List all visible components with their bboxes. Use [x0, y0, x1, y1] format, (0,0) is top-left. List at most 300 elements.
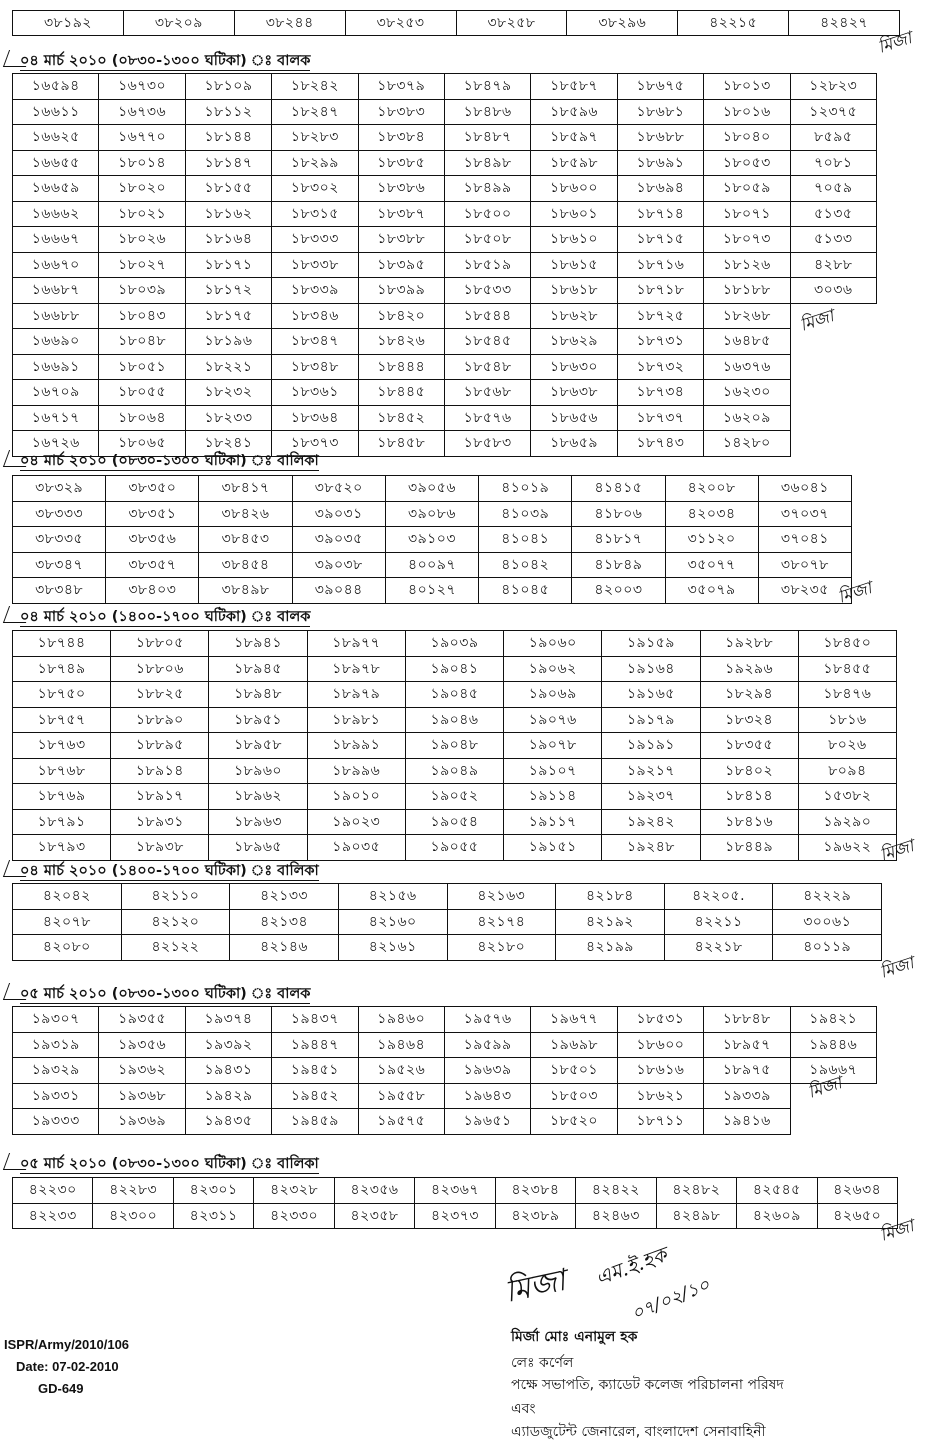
- roll-number-cell: ১৮৭৪৪: [13, 631, 111, 657]
- table-row: [13, 733, 897, 759]
- roll-number-cell: ১৬৬৫৫: [13, 150, 99, 176]
- roll-number-cell: ১৮৫০০: [444, 201, 530, 227]
- roll-number-cell: ১৬৭১৭: [13, 405, 99, 431]
- roll-number-cell: ৩৮৩৫০: [106, 476, 199, 502]
- roll-number-cell: ১৮৫৬৮: [444, 380, 530, 406]
- roll-number-cell: ১৮৫৯৮: [531, 150, 617, 176]
- roll-number-cell: ১৬২০৯: [704, 405, 790, 431]
- roll-number-table: [12, 73, 877, 457]
- roll-number-cell: ৪২৬৫০: [817, 1203, 897, 1229]
- roll-number-cell: ১৮৭৬৯: [13, 784, 111, 810]
- table-row: [13, 99, 877, 125]
- table-row: [13, 1083, 877, 1109]
- roll-number-cell: ১৯১৫১: [504, 835, 602, 861]
- roll-number-cell: ১৮২৯৪: [700, 682, 798, 708]
- roll-number-cell: ১৯৩৫৫: [99, 1007, 185, 1033]
- roll-number-cell: ১৮৯৪৮: [209, 682, 307, 708]
- roll-number-cell: ৪২২২৯: [773, 884, 882, 910]
- roll-number-cell: ৮০৯৪: [798, 758, 896, 784]
- roll-number-cell: ১৮৪৫২: [358, 405, 444, 431]
- roll-number-cell: ১৮৯৯৬: [307, 758, 405, 784]
- roll-number-cell: ১৮৪৫০: [798, 631, 896, 657]
- roll-number-cell: ৪২৪২৭: [789, 11, 900, 36]
- roll-number-cell: ১৮৫২০: [531, 1109, 617, 1135]
- roll-number-cell: ৪২১৮০: [447, 935, 556, 961]
- roll-number-cell: ১৮৭১৬: [617, 252, 703, 278]
- signatory-name: মির্জা মোঃ এনামুল হক: [511, 1329, 638, 1345]
- roll-number-cell: ১৮৯৩১: [111, 809, 209, 835]
- roll-number-cell: ১৮৩৪৭: [272, 329, 358, 355]
- roll-number-cell: ১৮৪২০: [358, 303, 444, 329]
- roll-number-cell: ৪২১৩৩: [230, 884, 339, 910]
- roll-number-cell: ১৮৯৫৭: [704, 1032, 790, 1058]
- roll-number-cell: ১৮৩৩৯: [272, 278, 358, 304]
- roll-number-cell: ১৮৩৯৫: [358, 252, 444, 278]
- roll-number-cell: ৭০৫৯: [790, 176, 876, 202]
- roll-number-cell: ১৮৫৯৭: [531, 125, 617, 151]
- roll-number-cell: ১৯৪৬৪: [358, 1032, 444, 1058]
- roll-number-cell: ১৯৬৯৮: [531, 1032, 617, 1058]
- roll-number-cell: ১৯৩৩৯: [704, 1083, 790, 1109]
- roll-number-cell: ১৮৭১১: [617, 1109, 703, 1135]
- roll-number-cell: ৪২১৯৯: [556, 935, 665, 961]
- table-row: [13, 835, 897, 861]
- roll-number-cell: ১৮৫৩১: [617, 1007, 703, 1033]
- roll-number-cell: ১৮৪১৬: [700, 809, 798, 835]
- roll-number-cell: ১৮৩০২: [272, 176, 358, 202]
- roll-number-cell: ১৮৭৩৭: [617, 405, 703, 431]
- roll-number-cell: ১৯১১৭: [504, 809, 602, 835]
- roll-number-table: [12, 630, 897, 861]
- roll-number-cell: ৩৮৩৪৭: [13, 552, 106, 578]
- roll-number-cell: ১৮৯৬৫: [209, 835, 307, 861]
- table-row: [13, 809, 897, 835]
- table-row: [13, 252, 877, 278]
- footer-ref: ISPR/Army/2010/106: [4, 1337, 130, 1352]
- roll-number-cell: ৩৮৩৫৬: [106, 527, 199, 553]
- roll-number-cell: ৩৮৫২০: [292, 476, 385, 502]
- table-row: [13, 201, 877, 227]
- roll-number-cell: ১৯২১৭: [602, 758, 700, 784]
- roll-number-cell: ১৮৫৪৫: [444, 329, 530, 355]
- roll-number-cell: ১৮০২৭: [99, 252, 185, 278]
- roll-number-cell: ১৮২৪১: [185, 431, 271, 457]
- roll-number-cell: ১৮২৩২: [185, 380, 271, 406]
- roll-number-cell: ১৯১০৭: [504, 758, 602, 784]
- roll-number-cell: ৩৮৩৫১: [106, 501, 199, 527]
- roll-number-cell: ১৯৩৯২: [185, 1032, 271, 1058]
- initial-signature-mark: মিজা: [877, 836, 917, 866]
- roll-number-cell: ১৮৯৮১: [307, 707, 405, 733]
- roll-number-cell: ১৮৭১৫: [617, 227, 703, 253]
- roll-number-cell: ১৮১৬: [798, 707, 896, 733]
- roll-number-cell: ৩৯০৩৫: [292, 527, 385, 553]
- roll-number-cell: ১৯৫৭৬: [444, 1007, 530, 1033]
- roll-number-cell: ১৮৯৬২: [209, 784, 307, 810]
- roll-number-cell: ১৮৬৮১: [617, 99, 703, 125]
- roll-number-cell: ৩৯০৩৮: [292, 552, 385, 578]
- initial-signature-mark: মিজা: [877, 953, 917, 983]
- roll-number-cell: ৪২৩৫৬: [334, 1178, 414, 1204]
- table-row: [13, 501, 852, 527]
- roll-number-cell: ১৮৯৯১: [307, 733, 405, 759]
- section-title: ০৪ মার্চ ২০১০ (১৪০০-১৭০০ ঘটিকা) ঃ বালিকা: [20, 863, 319, 879]
- roll-number-cell: ১৮১৪৪: [185, 125, 271, 151]
- roll-number-cell: ৩৮৪৫৩: [199, 527, 292, 553]
- roll-number-cell: ৩৮৪০৩: [106, 578, 199, 604]
- roll-number-cell: ১৮৫০৮: [444, 227, 530, 253]
- roll-number-cell: ৪২৪৮২: [656, 1178, 736, 1204]
- table-row: [13, 884, 882, 910]
- section-title: ০৪ মার্চ ২০১০ (০৮৩০-১৩০০ ঘটিকা) ঃ বালিকা: [20, 453, 319, 469]
- roll-number-cell: ১৮৪৭৯: [444, 74, 530, 100]
- roll-number-cell: ১৮৪৭৬: [798, 682, 896, 708]
- roll-number-table: [12, 475, 852, 604]
- roll-number-cell: ১৯১৬৪: [602, 656, 700, 682]
- roll-number-cell: ৪২২০৫.: [664, 884, 773, 910]
- roll-number-cell: ১৯৬৭৭: [531, 1007, 617, 1033]
- roll-number-cell: ১৯১৬৫: [602, 682, 700, 708]
- roll-number-cell: ১৮৮০৬: [111, 656, 209, 682]
- roll-number-cell: ১৬২৩০: [704, 380, 790, 406]
- roll-number-cell: ১৮৭২৫: [617, 303, 703, 329]
- roll-number-cell: ৪২১৮৪: [556, 884, 665, 910]
- roll-number-cell: ১৮৬৩০: [531, 354, 617, 380]
- roll-number-cell: ৩৮২০৯: [123, 11, 234, 36]
- roll-number-cell: ১৯২৮৮: [700, 631, 798, 657]
- roll-number-cell: ১৮৭৬৮: [13, 758, 111, 784]
- table-row: [13, 227, 877, 253]
- empty-cell: [790, 1109, 876, 1135]
- roll-number-cell: ১৮৬০১: [531, 201, 617, 227]
- roll-number-cell: ৩৭০৪১: [758, 527, 851, 553]
- roll-number-cell: ১৮৪১৪: [700, 784, 798, 810]
- roll-number-cell: ১৯০৪৬: [405, 707, 503, 733]
- roll-number-cell: ১৮৭৫০: [13, 682, 111, 708]
- roll-number-cell: ১৮৪৪৪: [358, 354, 444, 380]
- roll-number-cell: ১৬৬৬২: [13, 201, 99, 227]
- roll-number-cell: ১৯৩১৯: [13, 1032, 99, 1058]
- empty-cell: [790, 380, 876, 406]
- roll-number-cell: ১৮৩৮৬: [358, 176, 444, 202]
- roll-number-cell: ১৮১৯৬: [185, 329, 271, 355]
- roll-number-cell: ১৬৬৮৮: [13, 303, 99, 329]
- roll-number-cell: ৩৮৩৩৩: [13, 501, 106, 527]
- roll-number-cell: ১৮৮৪৮: [704, 1007, 790, 1033]
- roll-number-cell: ১৮৭১৪: [617, 201, 703, 227]
- roll-number-cell: ১৮৩৪৬: [272, 303, 358, 329]
- roll-number-cell: ১৯০৪৮: [405, 733, 503, 759]
- roll-number-cell: ১৮৩৮৮: [358, 227, 444, 253]
- roll-number-cell: ৪১৮৪৯: [572, 552, 665, 578]
- table-row: [13, 150, 877, 176]
- roll-number-cell: ৮৫৯৫: [790, 125, 876, 151]
- roll-number-cell: ১৮২৬৮: [704, 303, 790, 329]
- roll-number-cell: ১৯১১৪: [504, 784, 602, 810]
- roll-number-cell: ৪২৩৩০: [254, 1203, 334, 1229]
- roll-number-cell: ১৯১৯১: [602, 733, 700, 759]
- roll-number-cell: ১৮১৬৪: [185, 227, 271, 253]
- roll-number-cell: ১৮৯৭৫: [704, 1058, 790, 1084]
- initial-signature-mark: মিজা: [797, 306, 837, 336]
- roll-number-cell: ১২৩৭৫: [790, 99, 876, 125]
- roll-number-cell: ১৮৪৪৫: [358, 380, 444, 406]
- roll-number-cell: ৩৮০৭৮: [758, 552, 851, 578]
- roll-number-cell: ১৯৪৩৭: [272, 1007, 358, 1033]
- roll-number-cell: ৪২২৩৩: [13, 1203, 93, 1229]
- initial-signature-mark: মিজা: [805, 1073, 845, 1103]
- roll-number-cell: ৩৮২৫৩: [345, 11, 456, 36]
- roll-number-cell: ৪১০৪১: [479, 527, 572, 553]
- roll-number-cell: ১৯০৫৫: [405, 835, 503, 861]
- roll-number-cell: ১৮১২৬: [704, 252, 790, 278]
- roll-number-cell: ১৯৩৫৬: [99, 1032, 185, 1058]
- roll-number-cell: ১৮৮০৫: [111, 631, 209, 657]
- roll-number-cell: ৩৮৩৫৭: [106, 552, 199, 578]
- roll-number-cell: ৩৯১০৩: [385, 527, 478, 553]
- roll-number-cell: ১৮৪৫৮: [358, 431, 444, 457]
- signature-date: ০৭/০২/১০: [628, 1274, 713, 1325]
- roll-number-cell: ৪১০১৯: [479, 476, 572, 502]
- roll-number-cell: ১৮৩৮৭: [358, 201, 444, 227]
- roll-number-cell: ১৮১৭২: [185, 278, 271, 304]
- roll-number-cell: ১৮৬০০: [617, 1032, 703, 1058]
- roll-number-cell: ৩৬০৪১: [758, 476, 851, 502]
- roll-number-cell: ১৮৯৪১: [209, 631, 307, 657]
- roll-number-cell: ১৬৭২৬: [13, 431, 99, 457]
- table-row: [13, 329, 877, 355]
- initial-signature-mark: মিজা: [877, 1216, 917, 1246]
- roll-number-cell: ৪২৪৯৮: [656, 1203, 736, 1229]
- roll-number-cell: ৪২৪৬৩: [576, 1203, 656, 1229]
- table-row: [13, 1178, 898, 1204]
- section-title: ০৪ মার্চ ২০১০ (১৪০০-১৭০০ ঘটিকা) ঃ বালক: [20, 609, 311, 625]
- roll-number-cell: ১৮৫৮৭: [531, 74, 617, 100]
- roll-number-cell: ১৮৩৮৫: [358, 150, 444, 176]
- roll-number-cell: ১৮৯৬০: [209, 758, 307, 784]
- roll-number-cell: ৪০১২৭: [385, 578, 478, 604]
- initial-signature-mark: মিজা: [875, 28, 915, 58]
- roll-number-cell: ১৮৭৩২: [617, 354, 703, 380]
- section-title: ০৪ মার্চ ২০১০ (০৮৩০-১৩০০ ঘটিকা) ঃ বালক: [20, 53, 311, 69]
- roll-number-cell: ১৮২৪২: [272, 74, 358, 100]
- roll-number-cell: ১৮৬২৮: [531, 303, 617, 329]
- roll-number-cell: ১৯৪৪৬: [790, 1032, 876, 1058]
- roll-number-cell: ৩৫০৭৭: [665, 552, 758, 578]
- roll-number-cell: ১৮৫০৩: [531, 1083, 617, 1109]
- roll-number-cell: ১৬৭৭০: [99, 125, 185, 151]
- roll-number-cell: ১৮০৫৫: [99, 380, 185, 406]
- roll-number-cell: ১৮৬১৮: [531, 278, 617, 304]
- roll-number-cell: ৪০০৯৭: [385, 552, 478, 578]
- roll-number-cell: ১৯৫৫৮: [358, 1083, 444, 1109]
- roll-number-cell: ৪২৪২২: [576, 1178, 656, 1204]
- roll-number-cell: ১৯৩৬৯: [99, 1109, 185, 1135]
- signatory-rank: লেঃ কর্ণেল: [511, 1355, 574, 1371]
- footer-gd: GD-649: [38, 1381, 84, 1396]
- roll-number-cell: ১৬৬৯১: [13, 354, 99, 380]
- table-row: [13, 176, 877, 202]
- roll-number-cell: ১৮৬৯১: [617, 150, 703, 176]
- roll-number-cell: ১৯২৪২: [602, 809, 700, 835]
- roll-number-cell: ১৮৩৯৯: [358, 278, 444, 304]
- roll-number-cell: ১৮৯৭৭: [307, 631, 405, 657]
- roll-number-cell: ১৮৯৫১: [209, 707, 307, 733]
- roll-number-cell: ১৮৫৪৪: [444, 303, 530, 329]
- roll-number-cell: ৪১০৩৯: [479, 501, 572, 527]
- roll-number-cell: ১৮২৪৭: [272, 99, 358, 125]
- roll-number-cell: ১৯৩৬৮: [99, 1083, 185, 1109]
- table-row: [13, 682, 897, 708]
- footer-date: Date: 07-02-2010: [16, 1359, 119, 1374]
- roll-number-cell: ১৯২৯৬: [700, 656, 798, 682]
- roll-number-cell: ৩০০৬১: [773, 909, 882, 935]
- roll-number-cell: ৪২২৮৩: [93, 1178, 173, 1204]
- roll-number-cell: ১৮৭৫৭: [13, 707, 111, 733]
- roll-number-cell: ৪২৬৩৪: [817, 1178, 897, 1204]
- roll-number-cell: ১৯০১০: [307, 784, 405, 810]
- roll-number-cell: ১৬৩৭৬: [704, 354, 790, 380]
- roll-number-cell: ৫১৩৫: [790, 201, 876, 227]
- roll-number-cell: ৩৮৪৯৮: [199, 578, 292, 604]
- roll-number-cell: ১৮৯৭৯: [307, 682, 405, 708]
- roll-number-cell: ১৬৬৬৭: [13, 227, 99, 253]
- roll-number-cell: ৭০৮১: [790, 150, 876, 176]
- roll-number-cell: ৩৮৪৫৪: [199, 552, 292, 578]
- signatory-line2: এবং: [511, 1401, 536, 1417]
- roll-number-cell: ৩৯০৮৬: [385, 501, 478, 527]
- table-row: [13, 125, 877, 151]
- roll-number-cell: ১৮০৪০: [704, 125, 790, 151]
- roll-number-cell: ৩৫০৭৯: [665, 578, 758, 604]
- roll-number-cell: ১৮৫০১: [531, 1058, 617, 1084]
- roll-number-cell: ১৮০১৩: [704, 74, 790, 100]
- roll-number-cell: ১৮৯১৪: [111, 758, 209, 784]
- roll-number-cell: ১২৮২৩: [790, 74, 876, 100]
- roll-number-cell: ১৯০৫২: [405, 784, 503, 810]
- table-row: [13, 1058, 877, 1084]
- roll-number-cell: ১৮০৬৫: [99, 431, 185, 457]
- roll-number-cell: ১৮০২১: [99, 201, 185, 227]
- table-row: [13, 552, 852, 578]
- roll-number-cell: ১৯৩০৭: [13, 1007, 99, 1033]
- roll-number-cell: ১৮২৩৩: [185, 405, 271, 431]
- roll-number-cell: ১৮৩৭৯: [358, 74, 444, 100]
- roll-number-cell: ৩০৩৬: [790, 278, 876, 304]
- table-row: [13, 1109, 877, 1135]
- roll-number-cell: ১৮৬১৬: [617, 1058, 703, 1084]
- roll-number-cell: ১৯৫৭৫: [358, 1109, 444, 1135]
- roll-number-cell: ১৮৬৩৮: [531, 380, 617, 406]
- roll-number-cell: ৪০১১৯: [773, 935, 882, 961]
- roll-number-cell: ৩৮৩৪৮: [13, 578, 106, 604]
- roll-number-cell: ৪২১২২: [121, 935, 230, 961]
- table-row: [13, 578, 852, 604]
- roll-number-cell: ১৮৪৮৬: [444, 99, 530, 125]
- roll-number-cell: ১৯৬২২: [798, 835, 896, 861]
- roll-number-cell: ১৮১০৯: [185, 74, 271, 100]
- roll-number-cell: ১৯৪৩১: [185, 1058, 271, 1084]
- roll-number-cell: ৩৮৪২৬: [199, 501, 292, 527]
- table-row: [13, 758, 897, 784]
- roll-number-cell: ৪২১২০: [121, 909, 230, 935]
- roll-number-cell: ১৯৪৪৭: [272, 1032, 358, 1058]
- roll-number-cell: ১৬৬৯০: [13, 329, 99, 355]
- table-row: [13, 1203, 898, 1229]
- roll-number-cell: ৪২০৪২: [13, 884, 122, 910]
- roll-number-cell: ১৯২৩৭: [602, 784, 700, 810]
- roll-number-cell: ১৮২৯৯: [272, 150, 358, 176]
- roll-number-cell: ১৮৮৯৫: [111, 733, 209, 759]
- roll-number-cell: ১৮৪৮৭: [444, 125, 530, 151]
- roll-number-cell: ১৮৩৭৩: [272, 431, 358, 457]
- roll-number-cell: ৩৮১৯২: [13, 11, 124, 36]
- roll-number-cell: ৩৯০৪৪: [292, 578, 385, 604]
- roll-number-cell: ১৮৩৩৮: [272, 252, 358, 278]
- roll-number-cell: ৪২৮৮: [790, 252, 876, 278]
- roll-number-cell: ১৮৩২৪: [700, 707, 798, 733]
- roll-number-cell: ১৬৭৩০: [99, 74, 185, 100]
- roll-number-cell: ১৮৭৪৩: [617, 431, 703, 457]
- roll-number-cell: ৪২৩০০: [93, 1203, 173, 1229]
- roll-number-table: [12, 883, 882, 961]
- roll-number-cell: ৪২০০৩: [572, 578, 665, 604]
- roll-number-cell: ১৮৬০০: [531, 176, 617, 202]
- roll-number-cell: ১৯৩৩৩: [13, 1109, 99, 1135]
- table-row: [13, 354, 877, 380]
- table-row: [13, 74, 877, 100]
- roll-number-cell: ১৮০৭৩: [704, 227, 790, 253]
- roll-number-cell: ১৮৮৯০: [111, 707, 209, 733]
- roll-number-cell: ১৯৪১৬: [704, 1109, 790, 1135]
- roll-number-cell: ৪২৩৮৯: [495, 1203, 575, 1229]
- table-row: [13, 405, 877, 431]
- roll-number-cell: ১৮৩৬৪: [272, 405, 358, 431]
- roll-number-cell: ১৮৬২১: [617, 1083, 703, 1109]
- initial-signature-mark: মিজা: [835, 578, 875, 608]
- roll-number-cell: ১৮৫৪৮: [444, 354, 530, 380]
- roll-number-cell: ৪২০৭৮: [13, 909, 122, 935]
- roll-number-cell: ৪২২৩০: [13, 1178, 93, 1204]
- table-row: [13, 380, 877, 406]
- signatory-line3: এ্যাডজুটেন্ট জেনারেল, বাংলাদেশ সেনাবাহিনী: [511, 1424, 766, 1440]
- signature-script-secondary: এম.ই.হক: [592, 1242, 670, 1291]
- roll-number-cell: ৪১০৪২: [479, 552, 572, 578]
- roll-number-cell: ১৯০৪১: [405, 656, 503, 682]
- roll-number-cell: ১৯০৭৬: [504, 707, 602, 733]
- roll-number-cell: ১৯০৬২: [504, 656, 602, 682]
- roll-number-cell: ১৮৩৫৫: [700, 733, 798, 759]
- roll-number-cell: ১৯৪২১: [790, 1007, 876, 1033]
- roll-number-cell: ১৮৬৫৬: [531, 405, 617, 431]
- table-row: [13, 935, 882, 961]
- roll-number-cell: ১৯৬৩৯: [444, 1058, 530, 1084]
- roll-number-cell: ১৮৭৩১: [617, 329, 703, 355]
- roll-number-cell: ১৮৩৮৩: [358, 99, 444, 125]
- roll-number-cell: ১৮৫৭৬: [444, 405, 530, 431]
- roll-number-cell: ১৯০৭৮: [504, 733, 602, 759]
- roll-number-cell: ১৮০৪৮: [99, 329, 185, 355]
- roll-number-cell: ১৮৭৬৩: [13, 733, 111, 759]
- roll-number-cell: ১৮১১২: [185, 99, 271, 125]
- roll-number-cell: ১৮০৪৩: [99, 303, 185, 329]
- table-row: [13, 656, 897, 682]
- roll-number-cell: ৮০২৬: [798, 733, 896, 759]
- roll-number-cell: ৪২০০৮: [665, 476, 758, 502]
- roll-number-cell: ৪১৮০৬: [572, 501, 665, 527]
- roll-number-cell: ১৮১৪৭: [185, 150, 271, 176]
- roll-number-cell: ১৬৬৭০: [13, 252, 99, 278]
